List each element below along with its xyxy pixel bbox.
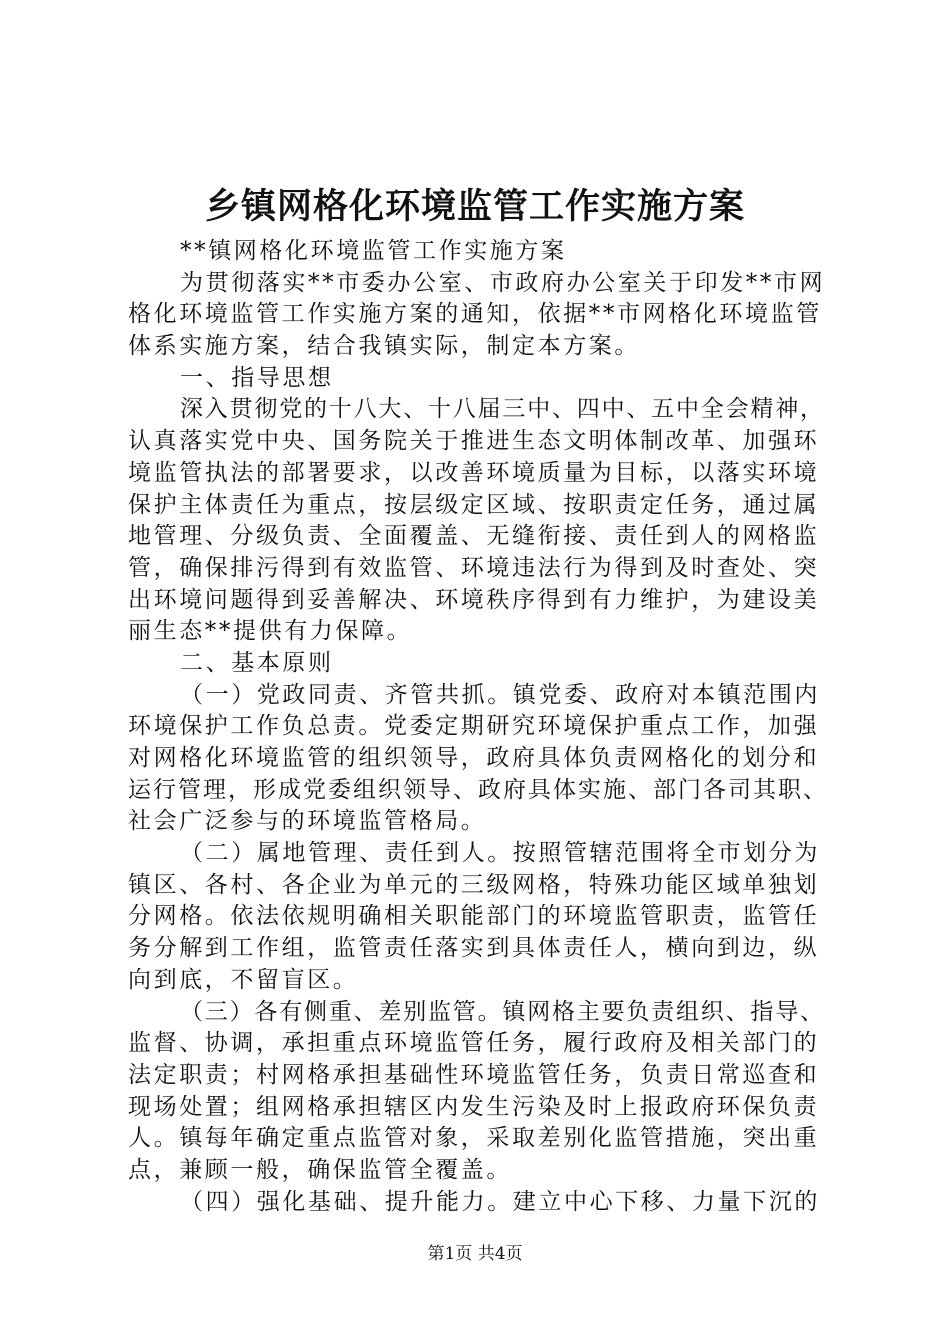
paragraph-line: 保护主体责任为重点，按层级定区域、按职责定任务，通过属 (128, 491, 820, 518)
paragraph-line: 社会广泛参与的环境监管格局。 (128, 808, 487, 835)
paragraph-line: 一、指导思想 (180, 364, 334, 391)
paragraph-line: 对网格化环境监管的组织领导，政府具体负责网格化的划分和 (128, 745, 820, 771)
paragraph-line: 法定职责；村网格承担基础性环境监管任务，负责日常巡查和 (128, 1061, 820, 1088)
paragraph-line: 境监管执法的部署要求，以改善环境质量为目标，以落实环境 (128, 459, 820, 486)
paragraph-line: 务分解到工作组，监管责任落实到具体责任人，横向到边，纵 (128, 935, 820, 962)
paragraph-line: （一）党政同责、齐管共抓。镇党委、政府对本镇范围内 (180, 681, 820, 708)
paragraph-line: 认真落实党中央、国务院关于推进生态文明体制改革、加强环 (128, 428, 820, 455)
paragraph-line: 管，确保排污得到有效监管、环境违法行为得到及时查处、突 (128, 554, 820, 581)
paragraph-line: 镇区、各村、各企业为单元的三级网格，特殊功能区域单独划 (128, 871, 820, 898)
paragraph-line: （三）各有侧重、差别监管。镇网格主要负责组织、指导、 (180, 998, 825, 1025)
page-footer: 第1页 共4页 (427, 1244, 523, 1264)
paragraph-line: 监督、协调，承担重点环境监管任务，履行政府及相关部门的 (128, 1030, 820, 1057)
paragraph-line: 丽生态**提供有力保障。 (128, 618, 413, 645)
paragraph-line: 为贯彻落实**市委办公室、市政府办公室关于印发**市网 (180, 269, 826, 296)
paragraph-line: （四）强化基础、提升能力。建立中心下移、力量下沉的 (180, 1188, 820, 1215)
paragraph-line: 体系实施方案，结合我镇实际，制定本方案。 (128, 333, 640, 360)
paragraph-line: 环境保护工作负总责。党委定期研究环境保护重点工作，加强 (128, 713, 820, 740)
document-body (128, 236, 828, 1218)
paragraph-line: 向到底，不留盲区。 (128, 966, 359, 993)
paragraph-line: 深入贯彻党的十八大、十八届三中、四中、五中全会精神， (180, 396, 825, 423)
paragraph-line: 出环境问题得到妥善解决、环境秩序得到有力维护，为建设美 (128, 586, 820, 613)
paragraph-line: 人。镇每年确定重点监管对象，采取差别化监管措施，突出重 (128, 1125, 820, 1152)
paragraph-line: 地管理、分级负责、全面覆盖、无缝衔接、责任到人的网格监 (128, 523, 820, 550)
paragraph-line: 点，兼顾一般，确保监管全覆盖。 (128, 1156, 512, 1183)
document-title: 乡镇网格化环境监管工作实施方案 (204, 186, 745, 227)
paragraph-line: 运行管理，形成党委组织领导、政府具体实施、部门各司其职、 (128, 776, 828, 803)
paragraph-line: **镇网格化环境监管工作实施方案 (180, 238, 567, 264)
paragraph-line: 分网格。依法依规明确相关职能部门的环境监管职责，监管任 (128, 903, 820, 930)
paragraph-line: 格化环境监管工作实施方案的通知，依据**市网格化环境监管 (128, 301, 822, 328)
paragraph-line: 现场处置；组网格承担辖区内发生污染及时上报政府环保负责 (128, 1093, 820, 1120)
paragraph-line: （二）属地管理、责任到人。按照管辖范围将全市划分为 (180, 840, 820, 867)
paragraph-line: 二、基本原则 (180, 649, 334, 676)
